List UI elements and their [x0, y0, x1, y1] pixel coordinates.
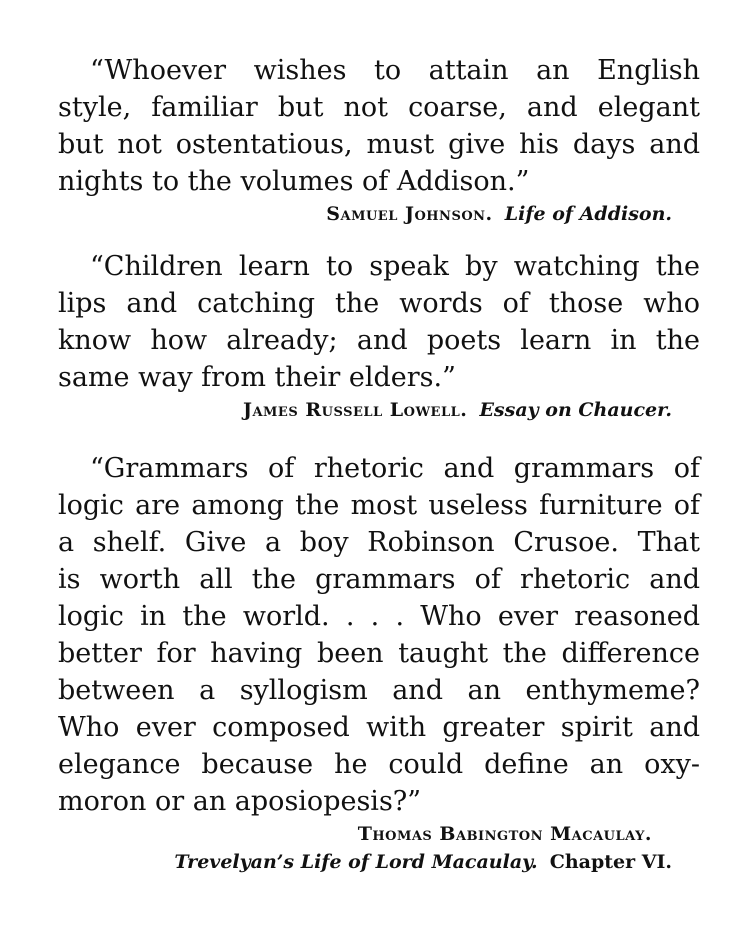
quote-line: “Whoever wishes to attain an English — [90, 55, 700, 86]
quote-line: “Children learn to speak by watching the — [90, 251, 700, 282]
quote-block-johnson — [58, 52, 700, 228]
quote-line: between a syllogism and an enthymeme? — [58, 675, 700, 706]
quote-line: lips and catching the words of those who — [58, 288, 700, 319]
author-name: Samuel Johnson. — [326, 203, 493, 225]
attribution — [58, 200, 700, 228]
quote-line: moron or an aposiopesis?” — [58, 786, 422, 817]
quote-line: better for having been taught the difference — [58, 638, 700, 669]
chapter-label: Chapter VI. — [549, 851, 672, 873]
quote-line: Who ever composed with greater spirit and — [58, 712, 700, 743]
quote-line: logic are among the most useless furniture of — [58, 490, 700, 521]
work-title: Trevelyan’s Life of Lord Macaulay. — [174, 851, 538, 873]
quote-line: know how already; and poets learn in the — [58, 325, 700, 356]
attribution-author — [58, 820, 700, 848]
author-name: James Russell Lowell. — [242, 399, 468, 421]
quote-line: logic in the world. . . . Who ever reasoned — [58, 601, 700, 632]
attribution-source — [58, 848, 700, 876]
quote-block-macaulay — [58, 450, 700, 876]
quote-line: a shelf. Give a boy Robinson Crusoe. That — [58, 527, 700, 558]
quote-line: “Grammars of rhetoric and grammars of — [90, 453, 700, 484]
quote-block-lowell — [58, 248, 700, 424]
author-name: Thomas Babington Macaulay. — [357, 823, 652, 845]
quote-line: nights to the volumes of Addison.” — [58, 166, 530, 197]
quote-text — [58, 52, 700, 200]
attribution — [58, 396, 700, 424]
quote-line: style, familiar but not coarse, and elegant — [58, 92, 700, 123]
work-title: Essay on Chaucer. — [479, 399, 672, 421]
page — [58, 52, 700, 876]
quote-line: elegance because he could define an oxy- — [58, 749, 700, 780]
quote-line: but not ostentatious, must give his days and — [58, 129, 700, 160]
work-title: Life of Addison. — [504, 203, 672, 225]
quote-line: same way from their elders.” — [58, 362, 456, 393]
quote-text — [58, 450, 700, 820]
quote-line: is worth all the grammars of rhetoric and — [58, 564, 700, 595]
quote-text — [58, 248, 700, 396]
